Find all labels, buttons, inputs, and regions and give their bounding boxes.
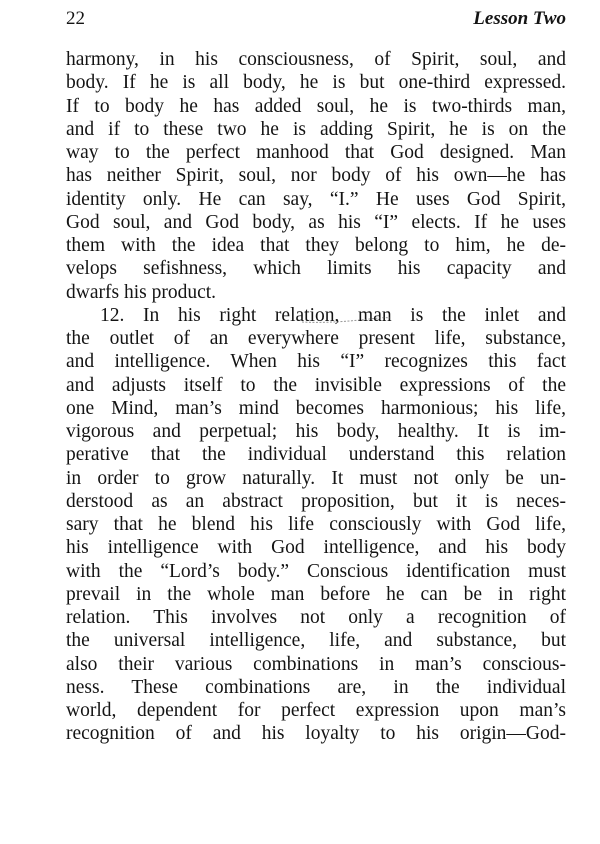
text-line: velops sefishness, which limits his capacity and	[66, 258, 566, 280]
text-line: in order to grow naturally. It must not only be un-	[66, 467, 566, 489]
text-line: prevail in the whole man before he can be in right	[66, 583, 566, 605]
body-text	[66, 48, 566, 746]
page-number: 22	[66, 8, 85, 29]
text-line: the outlet of an everywhere present life, substance,	[66, 328, 566, 349]
scan-smudge-mark	[300, 316, 392, 324]
text-line: and if to these two he is adding Spirit, he is on the	[66, 118, 566, 140]
text-line: and intelligence. When his “I” recognizes this fact	[66, 351, 566, 373]
text-line: body. If he is all body, he is but one-third expressed.	[66, 72, 566, 94]
text-line: perative that the individual understand this relation	[66, 444, 566, 466]
text-line: harmony, in his consciousness, of Spirit, soul, and	[66, 49, 566, 70]
text-line: ness. These combinations are, in the individual	[66, 676, 566, 698]
text-line: his intelligence with God intelligence, and his body	[66, 537, 566, 559]
text-line: has neither Spirit, soul, nor body of his own—he has	[66, 165, 566, 187]
page-header	[66, 8, 566, 36]
text-line: vigorous and perpetual; his body, healthy. It is im-	[66, 421, 566, 442]
text-line: identity only. He can say, “I.” He uses God Spirit,	[66, 188, 566, 210]
text-line: one Mind, man’s mind becomes harmonious; his life,	[66, 397, 566, 419]
text-line: them with the idea that they belong to him, he de-	[66, 235, 566, 256]
text-line: relation. This involves not only a recognition of	[66, 607, 566, 628]
text-line: world, dependent for perfect expression upon man’s	[66, 700, 566, 721]
text-line: derstood as an abstract proposition, but it is neces-	[66, 490, 566, 512]
text-line: If to body he has added soul, he is two-thirds man,	[66, 95, 566, 117]
paragraph-end-line: dwarfs his product.	[66, 281, 217, 303]
text-line: the universal intelligence, life, and substance, but	[66, 630, 566, 652]
text-line: sary that he blend his life consciously with God life,	[66, 514, 566, 535]
running-head: Lesson Two	[473, 8, 566, 29]
text-line: God soul, and God body, as his “I” elects. If he uses	[66, 211, 566, 233]
text-line: and adjusts itself to the invisible expressions of the	[66, 374, 566, 396]
text-line: way to the perfect manhood that God designed. Man	[66, 142, 566, 163]
text-line: recognition of and his loyalty to his origin—God-	[66, 723, 566, 745]
paragraph-start-line: 12. In his right relation, man is the inlet and	[100, 304, 566, 326]
text-line: with the “Lord’s body.” Conscious identification must	[66, 560, 566, 582]
text-line: also their various combinations in man’s conscious-	[66, 653, 566, 675]
